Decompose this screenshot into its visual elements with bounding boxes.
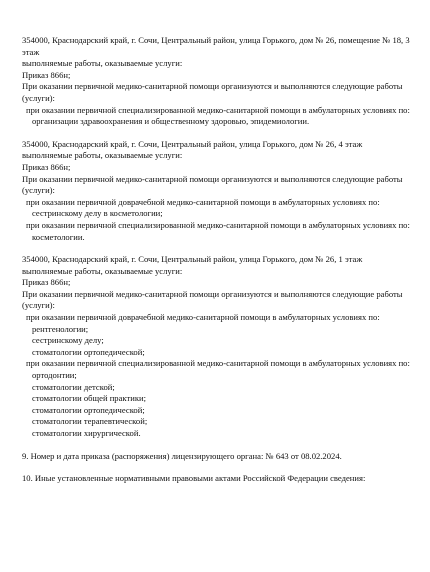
- order-ref: Приказ 866н;: [22, 69, 71, 80]
- service-item: стоматологии терапевтической;: [32, 416, 148, 427]
- service-item: сестринскому делу в косметологии;: [32, 208, 163, 219]
- service-item: стоматологии общей практики;: [32, 393, 146, 404]
- order-ref: Приказ 866н;: [22, 277, 71, 288]
- specialized-care-heading: при оказании первичной специализированной медико-санитарной помощи в амбулаторных условиях по:: [26, 219, 410, 230]
- address-block-2: [22, 139, 412, 243]
- specialized-care-heading: при оказании первичной специализированной медико-санитарной помощи в амбулаторных условиях по:: [26, 358, 410, 369]
- service-item: косметологии.: [32, 231, 85, 242]
- license-document: [22, 35, 412, 485]
- works-label: выполняемые работы, оказываемые услуги:: [22, 58, 183, 69]
- spacer: [22, 243, 412, 254]
- address-block-1: [22, 35, 412, 128]
- service-item: стоматологии ортопедической;: [32, 404, 145, 415]
- address-text: 354000, Краснодарский край, г. Сочи, Центральный район, улица Горького, дом № 26, помещение № 18, 3 этаж: [22, 35, 410, 57]
- pre-medical-care-heading: при оказании первичной доврачебной медико-санитарной помощи в амбулаторных условиях по:: [26, 196, 380, 207]
- service-item: сестринскому делу;: [32, 335, 104, 346]
- service-item: стоматологии ортопедической;: [32, 346, 145, 357]
- address-text: 354000, Краснодарский край, г. Сочи, Центральный район, улица Горького, дом № 26, 4 этаж: [22, 138, 363, 149]
- spacer: [22, 440, 412, 451]
- service-item: ортодонтии;: [32, 370, 77, 381]
- primary-care-text: При оказании первичной медико-санитарной помощи организуются и выполняются следующие работы (услуги):: [22, 173, 403, 196]
- primary-care-text: При оказании первичной медико-санитарной помощи организуются и выполняются следующие работы (услуги):: [22, 81, 403, 103]
- service-item: рентгенологии;: [32, 323, 89, 334]
- specialized-care-heading: при оказании первичной специализированной медико-санитарной помощи в амбулаторных условиях по:: [26, 104, 410, 115]
- order-number-item: 9. Номер и дата приказа (распоряжения) лицензирующего органа: № 643 от 08.02.2024.: [22, 450, 342, 461]
- spacer: [22, 128, 412, 139]
- service-item: стоматологии хирургической.: [32, 428, 141, 438]
- works-label: выполняемые работы, оказываемые услуги:: [22, 265, 183, 276]
- spacer: [22, 462, 412, 473]
- pre-medical-care-heading: при оказании первичной доврачебной медико-санитарной помощи в амбулаторных условиях по:: [26, 312, 380, 323]
- other-info-item: 10. Иные установленные нормативными правовыми актами Российской Федерации сведения:: [22, 473, 366, 484]
- address-text: 354000, Краснодарский край, г. Сочи, Центральный район, улица Горького, дом № 26, 1 этаж: [22, 254, 363, 265]
- service-item: стоматологии детской;: [32, 381, 115, 392]
- primary-care-text: При оказании первичной медико-санитарной помощи организуются и выполняются следующие работы (услуги):: [22, 288, 403, 311]
- address-block-3: [22, 254, 412, 440]
- order-ref: Приказ 866н;: [22, 161, 71, 172]
- service-item: организации здравоохранения и общественному здоровью, эпидемиологии.: [32, 116, 310, 127]
- works-label: выполняемые работы, оказываемые услуги:: [22, 150, 183, 161]
